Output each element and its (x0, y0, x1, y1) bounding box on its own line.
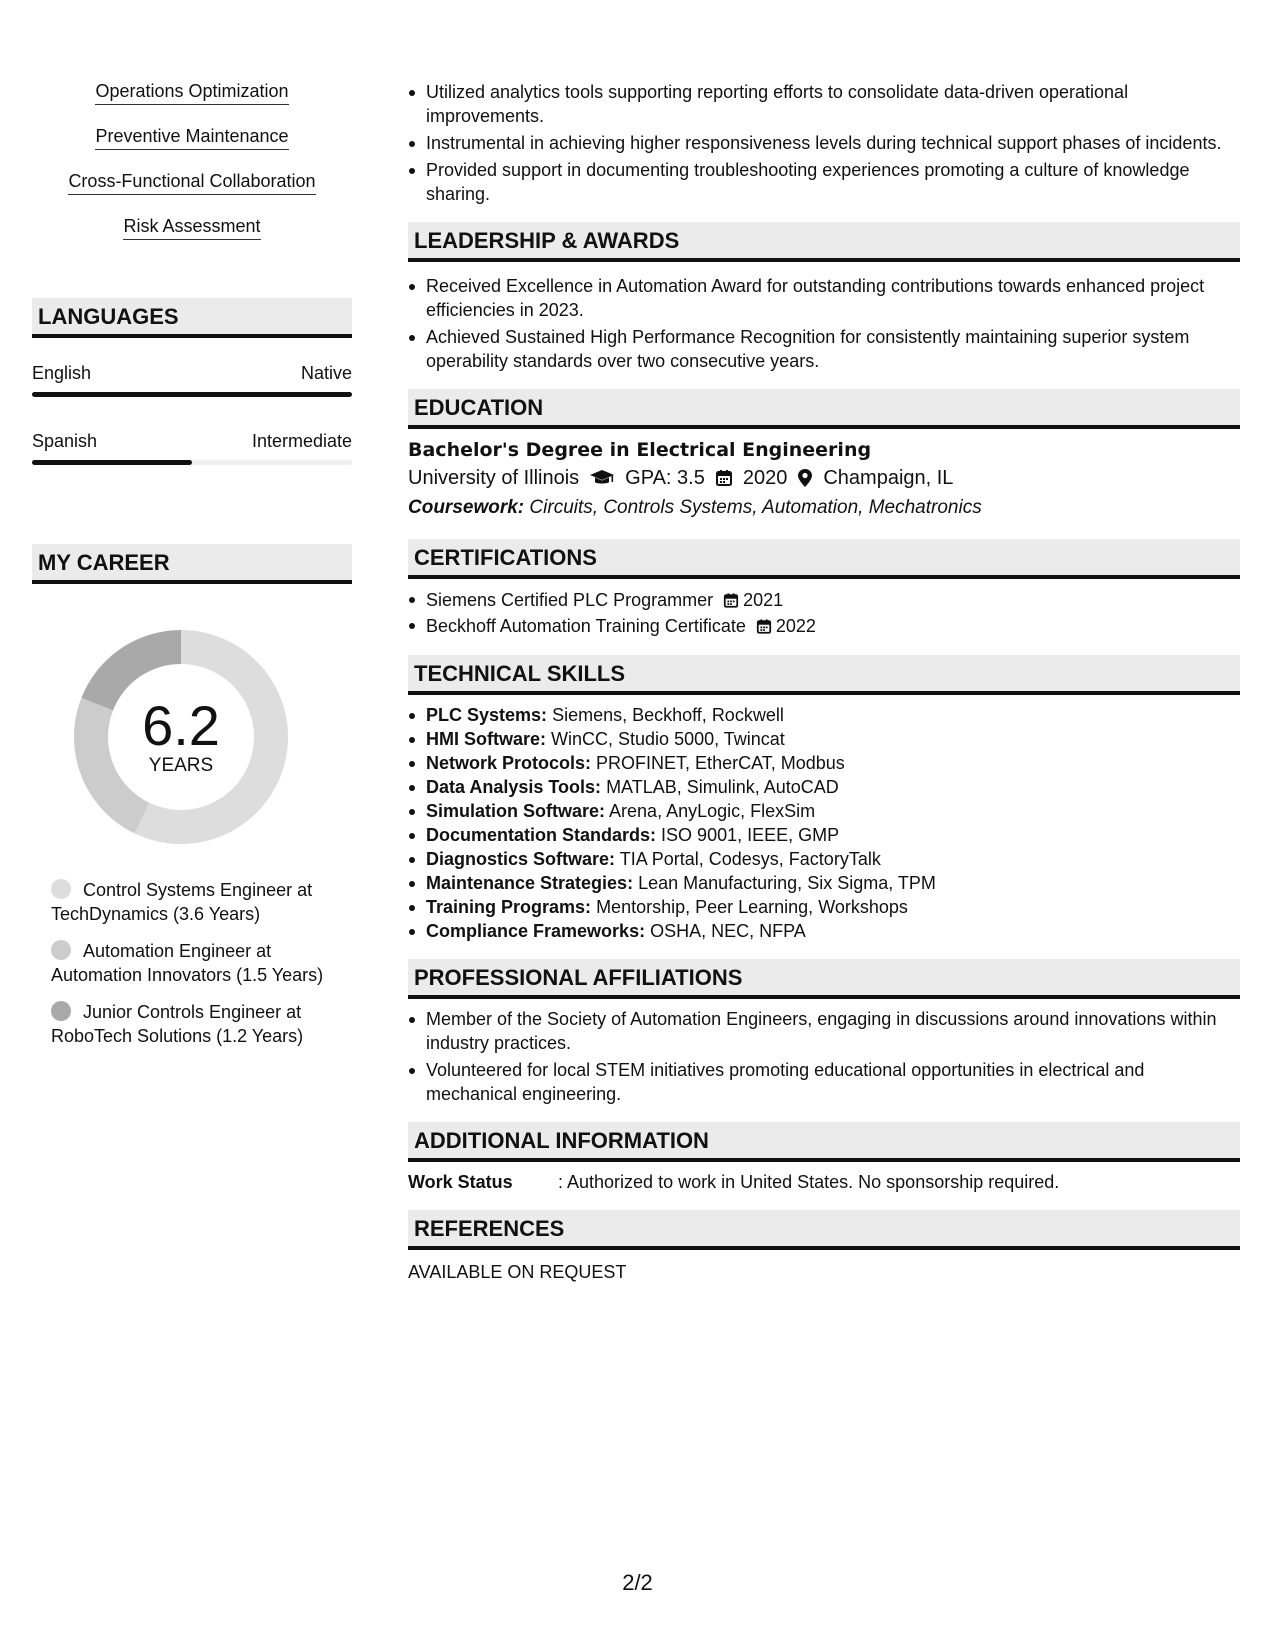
bullet-item: Instrumental in achieving higher responsiveness levels during technical support phases of incidents. (408, 131, 1240, 155)
technical-skill-item (408, 871, 1240, 895)
technical-skill-item (408, 919, 1240, 943)
references-heading: REFERENCES (408, 1210, 1240, 1250)
career-legend (51, 878, 341, 1048)
technical-skill-item (408, 895, 1240, 919)
skill-tag: Risk Assessment (123, 215, 260, 240)
skill-value: ISO 9001, IEEE, GMP (661, 825, 840, 845)
language-bar-fill (32, 392, 352, 397)
language-spanish (32, 428, 352, 496)
skill-value: Mentorship, Peer Learning, Workshops (596, 897, 908, 917)
legend-dot-icon (51, 1001, 71, 1021)
skill-tag: Operations Optimization (95, 80, 288, 105)
legend-label: Automation Engineer at Automation Innovators (1.5 Years) (51, 941, 324, 985)
certifications-section (408, 539, 1240, 639)
skill-tag: Preventive Maintenance (95, 125, 288, 150)
language-level: Intermediate (251, 431, 352, 451)
leadership-heading: LEADERSHIP & AWARDS (408, 222, 1240, 262)
legend-item (51, 1000, 341, 1048)
certifications-heading: CERTIFICATIONS (408, 539, 1240, 579)
technical-skill-item (408, 823, 1240, 847)
skill-label: Network Protocols: (426, 753, 592, 773)
affiliations-section (408, 959, 1240, 1106)
calendar-icon (756, 618, 772, 635)
technical-skill-item (408, 847, 1240, 871)
legend-dot-icon (51, 879, 71, 899)
languages-heading: LANGUAGES (32, 298, 352, 338)
page-number: 2/2 (622, 1570, 653, 1595)
skill-label: Maintenance Strategies: (426, 873, 634, 893)
legend-label: Control Systems Engineer at TechDynamics (3.6 Years) (51, 880, 313, 924)
skill-value: PROFINET, EtherCAT, Modbus (596, 753, 845, 773)
gpa: GPA: 3.5 (625, 467, 705, 489)
references-text: AVAILABLE ON REQUEST (408, 1262, 627, 1282)
bullet-item: Member of the Society of Automation Engineers, engaging in discussions around innovations within industry practices. (408, 1007, 1240, 1055)
bullet-item: Provided support in documenting troubleshooting experiences promoting a culture of knowledge sharing. (408, 158, 1240, 206)
leadership-section (408, 222, 1240, 373)
right-column (408, 80, 1240, 1284)
language-bar (32, 392, 352, 397)
language-bar (32, 460, 352, 465)
legend-item (51, 939, 341, 987)
work-status-value: : Authorized to work in United States. No sponsorship required. (558, 1172, 1060, 1192)
language-name: Spanish (32, 431, 98, 451)
calendar-icon (715, 469, 733, 487)
skill-label: Diagnostics Software: (426, 849, 616, 869)
graduation-year: 2020 (742, 467, 788, 489)
map-pin-icon (797, 468, 813, 488)
experience-bullets (408, 80, 1240, 206)
graduation-cap-icon (589, 469, 615, 487)
education-section (408, 389, 1240, 523)
certification-item: Siemens Certified PLC Programmer 2021 (408, 587, 1240, 613)
technical-skill-item (408, 727, 1240, 751)
career-total: 6.2 (142, 694, 220, 757)
skill-tag: Cross-Functional Collaboration (68, 170, 315, 195)
language-level: Native (300, 363, 352, 383)
work-status-label: Work Status (408, 1172, 513, 1192)
skill-value: WinCC, Studio 5000, Twincat (551, 729, 785, 749)
legend-dot-icon (51, 940, 71, 960)
work-status-row (408, 1170, 1240, 1194)
degree-title: Bachelor's Degree in Electrical Engineering (408, 439, 872, 461)
language-name: English (32, 363, 92, 383)
school-name: University of Illinois (408, 467, 580, 489)
references-section (408, 1210, 1240, 1284)
technical-skill-item (408, 799, 1240, 823)
legend-item (51, 878, 341, 926)
certification-item: Beckhoff Automation Training Certificate 2022 (408, 613, 1240, 639)
skill-value: TIA Portal, Codesys, FactoryTalk (619, 849, 881, 869)
affiliations-heading: PROFESSIONAL AFFILIATIONS (408, 959, 1240, 999)
career-heading: MY CAREER (32, 544, 352, 584)
language-english (32, 360, 352, 428)
technical-skills-heading: TECHNICAL SKILLS (408, 655, 1240, 695)
skill-label: PLC Systems: (426, 705, 548, 725)
coursework: Coursework: Circuits, Controls Systems, Automation, Mechatronics (408, 497, 982, 518)
calendar-icon (723, 592, 739, 609)
skill-value: OSHA, NEC, NFPA (650, 921, 806, 941)
education-heading: EDUCATION (408, 389, 1240, 429)
additional-info-section (408, 1122, 1240, 1194)
skill-value: Lean Manufacturing, Six Sigma, TPM (638, 873, 936, 893)
language-bar-fill (32, 460, 192, 465)
skills-list (32, 80, 352, 260)
legend-label: Junior Controls Engineer at RoboTech Solutions (1.2 Years) (51, 1002, 304, 1046)
left-column (32, 80, 352, 1061)
location: Champaign, IL (823, 467, 954, 489)
skill-label: Compliance Frameworks: (426, 921, 646, 941)
skill-label: HMI Software: (426, 729, 547, 749)
additional-info-heading: ADDITIONAL INFORMATION (408, 1122, 1240, 1162)
skill-label: Documentation Standards: (426, 825, 657, 845)
technical-skill-item (408, 703, 1240, 727)
technical-skills-list (408, 703, 1240, 943)
technical-skills-section (408, 655, 1240, 943)
bullet-item: Volunteered for local STEM initiatives promoting educational opportunities in electrical and mechanical engineering. (408, 1058, 1240, 1106)
education-details (408, 463, 1240, 493)
career-unit: YEARS (148, 755, 214, 776)
skill-value: Siemens, Beckhoff, Rockwell (552, 705, 784, 725)
bullet-item: Utilized analytics tools supporting reporting efforts to consolidate data-driven operational improvements. (408, 80, 1240, 128)
bullet-item: Received Excellence in Automation Award for outstanding contributions towards enhanced project efficiencies in 2023. (408, 274, 1240, 322)
technical-skill-item (408, 751, 1240, 775)
skill-value: Arena, AnyLogic, FlexSim (609, 801, 816, 821)
skill-label: Training Programs: (426, 897, 592, 917)
technical-skill-item (408, 775, 1240, 799)
skill-label: Data Analysis Tools: (426, 777, 602, 797)
skill-label: Simulation Software: (426, 801, 606, 821)
skill-value: MATLAB, Simulink, AutoCAD (606, 777, 839, 797)
career-donut-chart (66, 622, 296, 852)
bullet-item: Achieved Sustained High Performance Recognition for consistently maintaining superior system operability standards over two consecutive years. (408, 325, 1240, 373)
